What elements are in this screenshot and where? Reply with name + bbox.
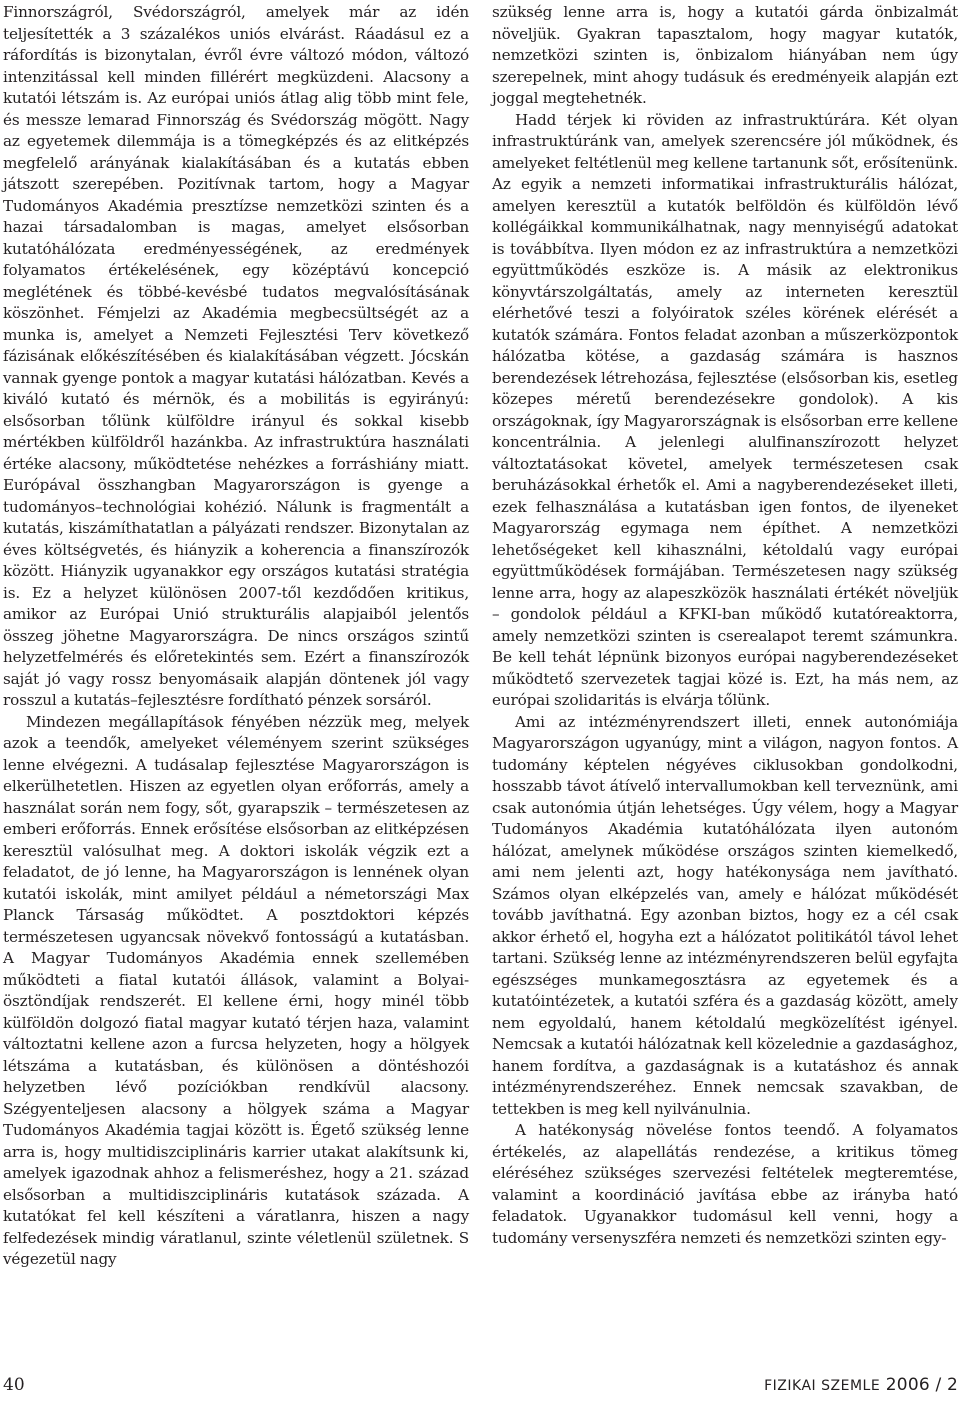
paragraph: Finnországról, Svédországról, amelyek már az idén teljesítették a 3 százalékos uniós elvárást. Ráadásul ez a ráfordítás is bizonytalan, évről évre változó módon, változó intenzitással kell minden fillérért megküzdeni. Alacsony a kutatói létszám is. Az európai uniós átlag alig több mint fele, és messze lemarad Finnország és Svédország mögött. Nagy az egyetemek dilemmája is a tömegképzés és az elitképzés megfelelő arányának kialakításában és a kutatás ebben játszott szerepében. Pozitívnak tartom, hogy a Magyar Tudományos Akadémia presztízse nemzetközi szinten és a hazai társadalomban is magas, amelyet elsősorban kutatóhálózata eredményességének, az eredmények folyamatos értékelésének, egy középtávú koncepció meglétének és többé-kevésbé tudatos megvalósításának köszönhet. Fémjelzi az Akadémia megbecsültségét az a munka is, amelyet a Nemzeti Fejlesztési Terv következő fázisának előkészítésében és kialakításában végzett. Jócskán vannak gyenge pontok a magyar kutatási hálózatban. Kevés a kiváló kutató és mérnök, és a mobilitás is egyirányú: elsősorban tőlünk külföldre irányul és sokkal kisebb mértékben külföldről hazánkba. Az infrastruktúra használati értéke alacsony, működtetése nehézkes a forráshiány miatt. Európával összhangban Magyarországon is gyenge a tudományos–technológiai kohézió. Nálunk is fragmentált a kutatás, kiszámíthatatlan a pályázati rendszer. Bizonytalan az éves költségvetés, és hiányzik a koherencia a finanszírozók között. Hiányzik ugyanakkor egy országos kutatási stratégia is. Ez a helyzet különösen 2007-től kezdődően kritikus, amikor az Európai Unió strukturális alapjaiból jelentős összeg jöhetne Magyarországra. De nincs országos szintű helyzetfelmérés és előretekintés sem. Ezért a finanszírozók saját jó vagy rossz benyomásaik alapján döntenek jól vagy rosszul a kutatás–fejlesztésre fordítható pénzek sorsáról. xyxy=(3,3,469,709)
paragraph: Mindezen megállapítások fényében nézzük meg, melyek azok a teendők, amelyeket véleményem szerint szükséges lenne elvégezni. A tudásalap fejlesztése Magyarországon is elkerülhetetlen. Hiszen az egyetlen olyan erőforrás, amely a használat során nem fogy, sőt, gyarapszik – természetesen az emberi erőforrás. Ennek erősítése elsősorban az elitképzésen keresztül valósulhat meg. A doktori iskolák végzik ezt a feladatot, de jó lenne, ha Magyarországon is lennének olyan kutatói iskolák, mint amilyet például a németországi Max Planck Társaság működtet. A posztdoktori képzés természetesen ugyancsak növekvő fontosságú a kutatásban. A Magyar Tudományos Akadémia ennek szellemében működteti a fiatal kutatói állások, valamint a Bolyai-ösztöndíjak rendszerét. El kellene érni, hogy minél több külföldön dolgozó fiatal magyar kutató térjen haza, valamint változtatni kellene azon a furcsa helyzeten, hogy a hölgyek létszáma a kutatásban, és különösen a döntéshozói helyzetben lévő pozíciókban rendkívül alacsony. Szégyenteljesen alacsony a hölgyek száma a Magyar Tudományos Akadémia tagjai között is. Égető szükség lenne arra is, hogy multidiszciplináris karrier utakat alakítsunk ki, amelyek igazodnak ahhoz a felismeréshez, hogy a 21. század elsősorban a multidiszciplináris kutatások százada. A kutatókat fel kell készíteni a váratlanra, hiszen a nagy felfedezések mindig váratlanul, szinte véletlenül születnek. S végezetül nagy xyxy=(3,712,469,1268)
paragraph: szükség lenne arra is, hogy a kutatói gárda önbizalmát növeljük. Gyakran tapasztalom, hogy magyar kutatók, nemzetközi szinten is, önbizalom hiányában nem úgy szerepelnek, mint ahogy tudásuk és eredményeik alapján ezt joggal megtehetnék. xyxy=(492,3,958,107)
paragraph: Hadd térjek ki röviden az infrastruktúrára. Két olyan infrastruktúránk van, amelyek szerencsére jól működnek, és amelyeket feltétlenül meg kellene tartanunk sőt, erősítenünk. Az egyik a nemzeti informatikai infrastrukturális hálózat, amelyen keresztül a kutatók belföldön és külföldön lévő kollégáikkal kommunikálhatnak, nagy mennyiségű adatokat is továbbítva. Ilyen módon ez az infrastruktúra a nemzetközi együttműködés eszköze is. A másik az elektronikus könyvtárszolgáltatás, amely az interneten keresztül elérhetővé teszi a folyóiratok széles körének elérését a kutatók számára. Fontos feladat azonban a műszerközpontok hálózatba kötése, a gazdaság számára is hasznos berendezések létrehozása, fejlesztése (elsősorban kis, esetleg közepes méretű berendezésekre gondolok). A kis országoknak, így Magyarországnak is elsősorban erre kellene koncentrálnia. A jelenlegi alulfinanszírozott helyzet változtatásokat követel, amelyek természetesen csak beruházásokkal érhetők el. Ami a nagyberendezéseket illeti, ezek felhasználása a kutatásban igen fontos, de ilyeneket Magyarország egymaga nem építhet. A nemzetközi lehetőségeket kell kihasználni, kétoldalú vagy európai együttműködések formájában. Természetesen nagy szükség lenne arra, hogy az alapeszközök használati értékét növeljük – gondolok például a KFKI-ban működő kutatóreaktorra, amely nemzetközi szinten is cserealapot teremt számunkra. Be kell tehát lépnünk bizonyos európai nagyberendezéseket működtető szervezetek tagjai közé is. Ezt, ha más nem, az európai szolidaritás is elvárja tőlünk. xyxy=(492,110,958,709)
paragraph: A hatékonyság növelése fontos teendő. A folyamatos értékelés, az alapellátás rendezése, a kritikus tömeg eléréséhez szükséges szervezési feltételek megteremtése, valamint a koordináció javítása ebbe az irányba ható feladatok. Ugyanakkor tudomásul kell venni, hogy a tudomány versenyszféra nemzeti és nemzetközi szinten egy- xyxy=(492,1121,958,1247)
page-number: 40 xyxy=(3,1375,25,1395)
text-column-left xyxy=(3,2,469,1271)
text-column-right xyxy=(492,2,958,1249)
paragraph: Ami az intézményrendszert illeti, ennek autonómiája Magyarországon ugyanúgy, mint a világon, nagyon fontos. A tudomány képtelen négyéves ciklusokban gondolkodni, hosszabb távot átívelő intervallumokban kell terveznünk, ami csak autonómia útján lehetséges. Úgy vélem, hogy a Magyar Tudományos Akadémia kutatóhálózata ilyen autonóm hálózat, amelynek működése országos szinten kiemelkedő, ami nem jelenti azt, hogy hatékonysága nem javítható. Számos olyan elképzelés van, amely e hálózat működését tovább javíthatná. Egy azonban biztos, hogy ez a cél csak akkor érhető el, hogyha ezt a hálózatot politikától távol lehet tartani. Szükség lenne az intézményrendszeren belül egyfajta egészséges munkamegosztásra az egyetemek és a kutatóintézetek, a kutatói szféra és a gazdaság között, amely nem egyoldalú, hanem kétoldalú megközelítést igényel. Nemcsak a kutatói hálózatnak kell közelednie a gazdasághoz, hanem fordítva, a gazdaságnak is a kutatáshoz és annak intézményrendszeréhez. Ennek nemcsak szavakban, de tettekben is meg kell nyilvánulnia. xyxy=(492,712,958,1118)
journal-issue: 2006 / 2 xyxy=(885,1375,958,1395)
journal-name: FIZIKAI SZEMLE xyxy=(764,1378,881,1394)
journal-info xyxy=(764,1375,958,1395)
page-footer xyxy=(0,1375,960,1399)
